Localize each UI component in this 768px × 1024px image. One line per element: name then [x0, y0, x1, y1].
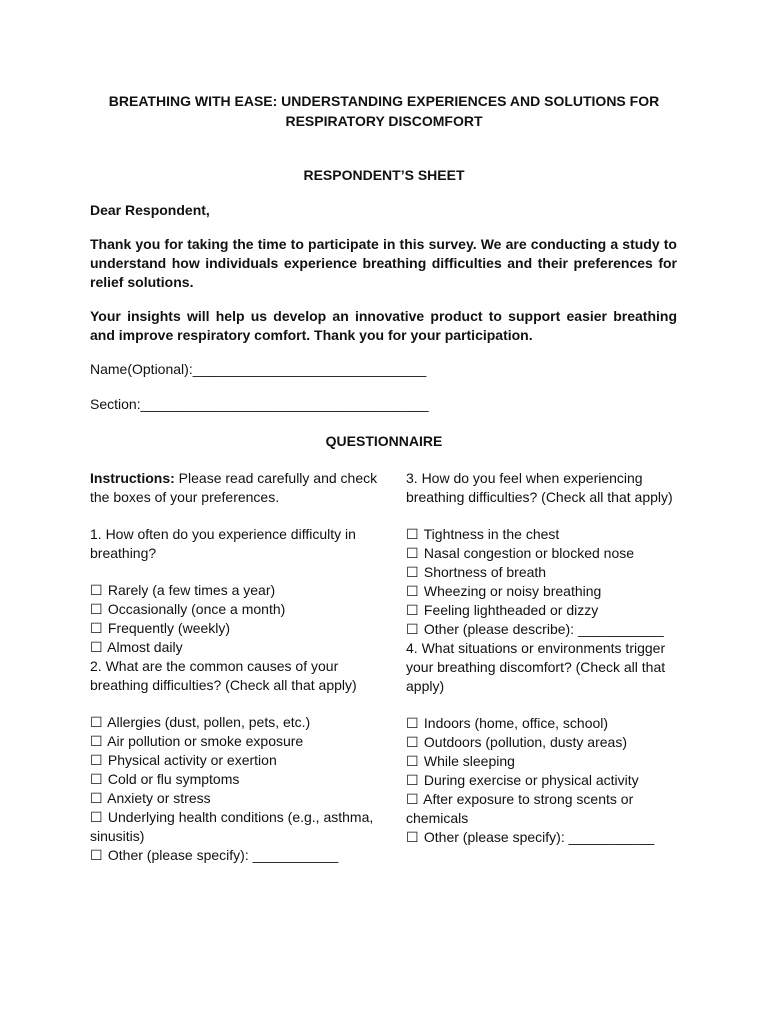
- q2-option-label: Physical activity or exertion: [107, 752, 277, 768]
- q3-option[interactable]: [406, 601, 691, 620]
- q2-option-label: Underlying health conditions (e.g., asthma, sinusitis): [90, 809, 374, 844]
- q2-option[interactable]: [90, 846, 380, 865]
- instructions-label: Instructions:: [90, 470, 175, 486]
- question-3-text: 3. How do you feel when experiencing breathing difficulties? (Check all that apply): [406, 470, 673, 505]
- q2-option-label: Air pollution or smoke exposure: [107, 733, 304, 749]
- question-2-options: [90, 713, 380, 865]
- q4-option-label: Outdoors (pollution, dusty areas): [423, 734, 627, 750]
- q3-option-label: Wheezing or noisy breathing: [423, 583, 602, 599]
- checkbox-icon[interactable]: ☐: [406, 791, 419, 807]
- q3-option-label: Tightness in the chest: [423, 526, 560, 542]
- questionnaire-title: QUESTIONNAIRE: [325, 433, 443, 449]
- q3-option-label: Feeling lightheaded or dizzy: [423, 602, 599, 618]
- checkbox-icon[interactable]: ☐: [406, 734, 419, 750]
- instructions: [90, 469, 380, 507]
- q3-option[interactable]: [406, 525, 691, 544]
- q2-option[interactable]: [90, 713, 380, 732]
- q3-option[interactable]: [406, 582, 691, 601]
- checkbox-icon[interactable]: ☐: [90, 809, 103, 825]
- q4-option[interactable]: [406, 790, 691, 828]
- right-column: [406, 469, 691, 847]
- q4-option-label: Indoors (home, office, school): [423, 715, 609, 731]
- q4-option[interactable]: [406, 752, 691, 771]
- checkbox-icon[interactable]: ☐: [90, 601, 103, 617]
- q4-option[interactable]: [406, 733, 691, 752]
- q2-option-label: Other (please specify): ___________: [107, 847, 339, 863]
- question-1-options: [90, 581, 380, 657]
- checkbox-icon[interactable]: ☐: [90, 582, 103, 598]
- q1-option[interactable]: [90, 600, 380, 619]
- q4-option[interactable]: [406, 828, 691, 847]
- checkbox-icon[interactable]: ☐: [90, 771, 103, 787]
- q2-option[interactable]: [90, 789, 380, 808]
- q3-option[interactable]: [406, 544, 691, 563]
- q1-option-label: Almost daily: [107, 639, 183, 655]
- checkbox-icon[interactable]: ☐: [406, 564, 419, 580]
- document-subtitle: RESPONDENT’S SHEET: [303, 167, 465, 183]
- question-4-text: 4. What situations or environments trigger your breathing discomfort? (Check all that apply): [406, 640, 666, 694]
- q1-option[interactable]: [90, 638, 380, 657]
- document-title: BREATHING WITH EASE: UNDERSTANDING EXPERIENCES AND SOLUTIONS FOR RESPIRATORY DISCOMFORT: [108, 93, 660, 129]
- checkbox-icon[interactable]: ☐: [406, 753, 419, 769]
- checkbox-icon[interactable]: ☐: [90, 620, 103, 636]
- checkbox-icon[interactable]: ☐: [406, 526, 419, 542]
- left-column: [90, 469, 380, 865]
- q4-option[interactable]: [406, 714, 691, 733]
- checkbox-icon[interactable]: ☐: [90, 733, 103, 749]
- q1-option-label: Occasionally (once a month): [107, 601, 286, 617]
- checkbox-icon[interactable]: ☐: [90, 639, 103, 655]
- q3-option[interactable]: [406, 563, 691, 582]
- intro-paragraph: Thank you for taking the time to participate in this survey. We are conducting a study to understand how individuals experience breathing difficulties and their preferences for relief solutions.: [90, 236, 677, 290]
- name-field[interactable]: Name(Optional):______________________________: [90, 361, 427, 377]
- purpose-paragraph: Your insights will help us develop an innovative product to support easier breathing and improve respiratory comfort. Thank you for your participation.: [90, 308, 677, 343]
- q1-option-label: Rarely (a few times a year): [107, 582, 276, 598]
- checkbox-icon[interactable]: ☐: [90, 714, 103, 730]
- checkbox-icon[interactable]: ☐: [406, 583, 419, 599]
- q2-option[interactable]: [90, 770, 380, 789]
- checkbox-icon[interactable]: ☐: [90, 752, 103, 768]
- q1-option[interactable]: [90, 619, 380, 638]
- checkbox-icon[interactable]: ☐: [406, 715, 419, 731]
- q2-option[interactable]: [90, 732, 380, 751]
- question-3-options: [406, 525, 691, 639]
- checkbox-icon[interactable]: ☐: [90, 790, 103, 806]
- q4-option[interactable]: [406, 771, 691, 790]
- checkbox-icon[interactable]: ☐: [406, 621, 419, 637]
- q2-option-label: Cold or flu symptoms: [107, 771, 240, 787]
- checkbox-icon[interactable]: ☐: [406, 772, 419, 788]
- q4-option-label: During exercise or physical activity: [423, 772, 639, 788]
- q1-option[interactable]: [90, 581, 380, 600]
- q3-option[interactable]: [406, 620, 691, 639]
- q2-option-label: Allergies (dust, pollen, pets, etc.): [107, 714, 311, 730]
- checkbox-icon[interactable]: ☐: [90, 847, 103, 863]
- q3-option-label: Nasal congestion or blocked nose: [423, 545, 635, 561]
- question-2-text: 2. What are the common causes of your breathing difficulties? (Check all that apply): [90, 658, 357, 693]
- q3-option-label: Other (please describe): ___________: [423, 621, 664, 637]
- q4-option-label: Other (please specify): ___________: [423, 829, 655, 845]
- checkbox-icon[interactable]: ☐: [406, 829, 419, 845]
- q4-option-label: While sleeping: [423, 753, 515, 769]
- q3-option-label: Shortness of breath: [423, 564, 547, 580]
- section-field[interactable]: Section:_____________________________________: [90, 396, 429, 412]
- question-4-options: [406, 714, 691, 847]
- checkbox-icon[interactable]: ☐: [406, 602, 419, 618]
- q4-option-label: After exposure to strong scents or chemicals: [406, 791, 634, 826]
- q2-option[interactable]: [90, 751, 380, 770]
- q2-option-label: Anxiety or stress: [107, 790, 211, 806]
- instructions-text: Please read carefully and check the boxes of your preferences.: [90, 470, 378, 505]
- q2-option[interactable]: [90, 808, 380, 846]
- q1-option-label: Frequently (weekly): [107, 620, 231, 636]
- question-1-text: 1. How often do you experience difficulty in breathing?: [90, 526, 356, 561]
- checkbox-icon[interactable]: ☐: [406, 545, 419, 561]
- salutation: Dear Respondent,: [90, 202, 210, 218]
